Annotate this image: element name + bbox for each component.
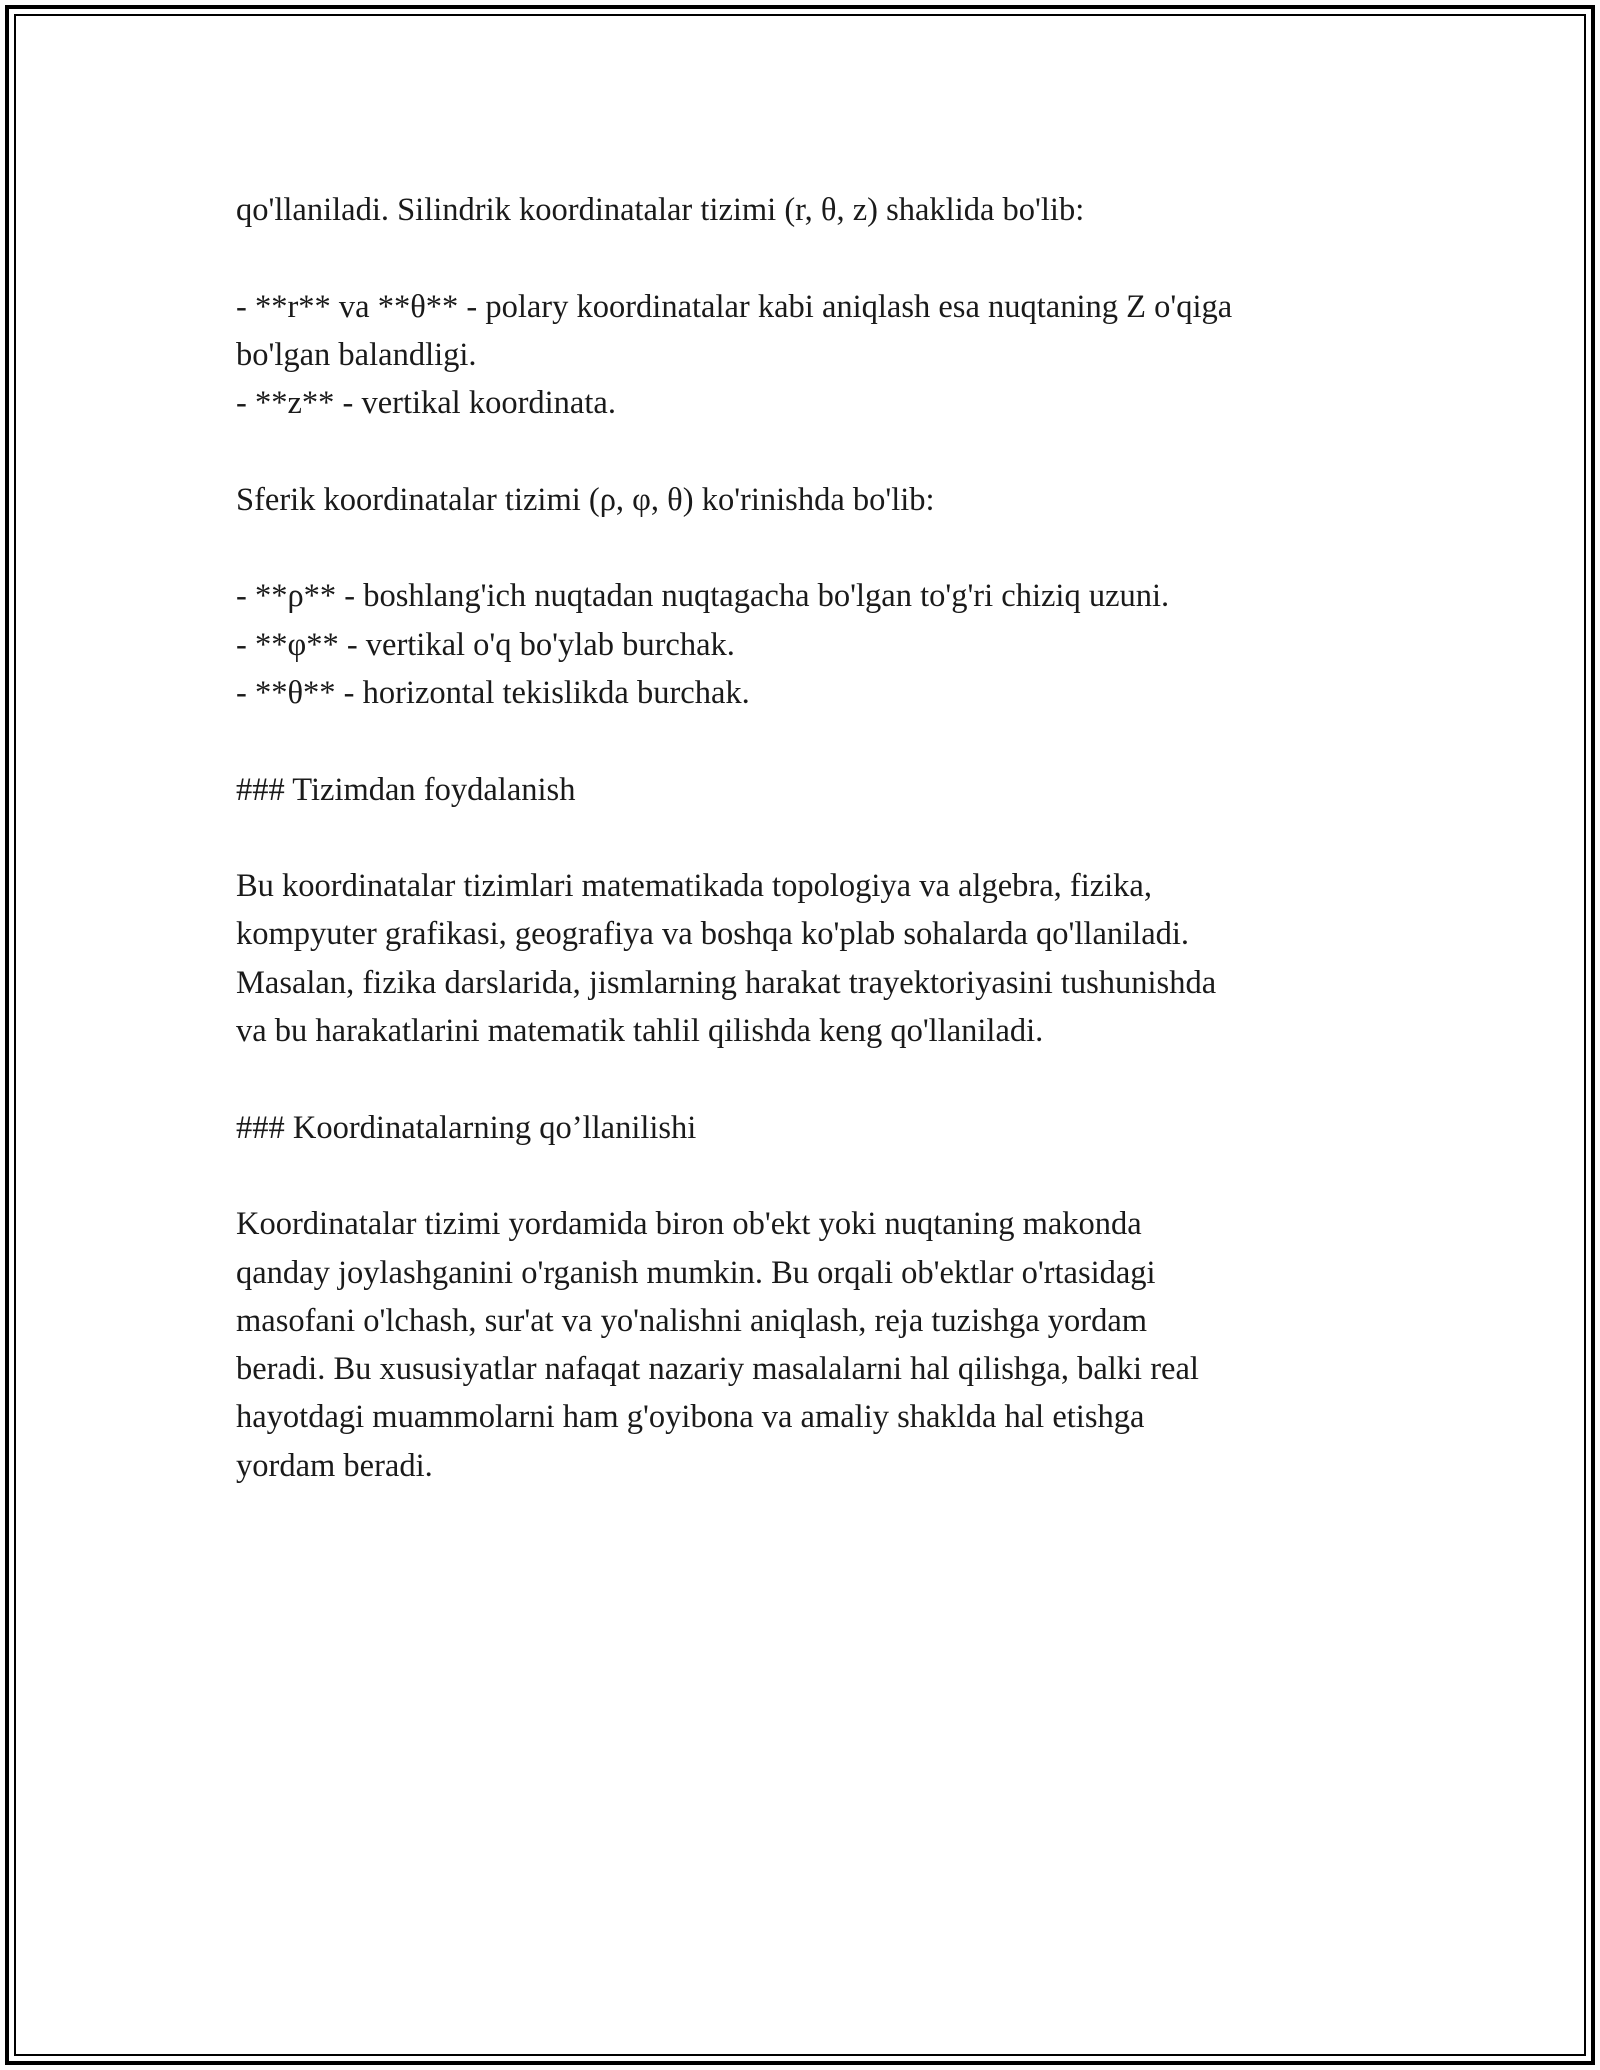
blank-line: [236, 1152, 1386, 1200]
text-line: masofani o'lchash, sur'at va yo'nalishni aniqlash, reja tuzishga yordam: [236, 1302, 1148, 1339]
text-line: Sferik koordinatalar tizimi (ρ, φ, θ) ko'rinishda bo'lib:: [236, 481, 935, 518]
section-heading: ### Koordinatalarning qo’llanilishi: [236, 1109, 697, 1146]
blank-line: [236, 1055, 1386, 1103]
blank-line: [236, 717, 1386, 765]
text-line: bo'lgan balandligi.: [236, 336, 477, 373]
blank-line: [236, 427, 1386, 475]
text-line: Bu koordinatalar tizimlari matematikada topologiya va algebra, fizika,: [236, 868, 1152, 905]
text-line: qo'llaniladi. Silindrik koordinatalar tizimi (r, θ, z) shaklida bo'lib:: [236, 192, 1085, 228]
text-line: yordam beradi.: [236, 1447, 433, 1484]
list-item-line: - **θ** - horizontal tekislikda burchak.: [236, 674, 750, 711]
list-item-line: - **φ** - vertikal o'q bo'ylab burchak.: [236, 626, 735, 663]
text-line: qanday joylashganini o'rganish mumkin. Bu orqali ob'ektlar o'rtasidagi: [236, 1254, 1156, 1291]
blank-line: [236, 524, 1386, 572]
text-line: kompyuter grafikasi, geografiya va boshqa ko'plab sohalarda qo'llaniladi.: [236, 916, 1190, 953]
section-heading: ### Tizimdan foydalanish: [236, 771, 576, 808]
text-line: Koordinatalar tizimi yordamida biron ob'ekt yoki nuqtaning makonda: [236, 1206, 1142, 1243]
blank-line: [236, 814, 1386, 862]
document-body: [236, 186, 1386, 1490]
text-line: hayotdagi muammolarni ham g'oyibona va amaliy shaklda hal etishga: [236, 1399, 1145, 1436]
text-line: Masalan, fizika darslarida, jismlarning harakat trayektoriyasini tushunishda: [236, 964, 1217, 1001]
blank-line: [236, 234, 1386, 282]
list-item-line: - **r** va **θ** - polary koordinatalar kabi aniqlash esa nuqtaning Z o'qiga: [236, 288, 1233, 325]
list-item-line: - **z** - vertikal koordinata.: [236, 385, 616, 422]
text-line: beradi. Bu xususiyatlar nafaqat nazariy masalalarni hal qilishga, balki real: [236, 1351, 1199, 1388]
text-line: va bu harakatlarini matematik tahlil qilishda keng qo'llaniladi.: [236, 1013, 1044, 1050]
list-item-line: - **ρ** - boshlang'ich nuqtadan nuqtagacha bo'lgan to'g'ri chiziq uzuni.: [236, 578, 1170, 615]
